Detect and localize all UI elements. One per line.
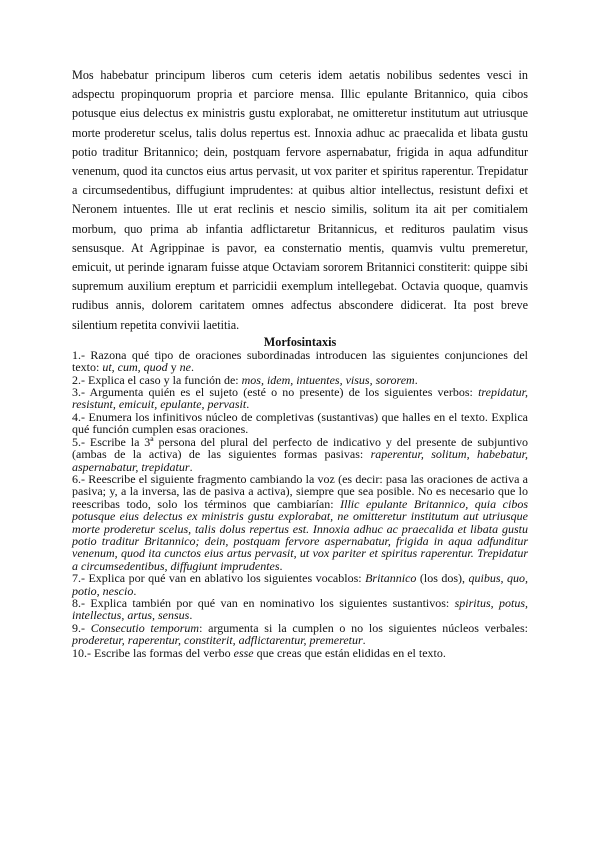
exercise-text: . xyxy=(279,558,283,573)
exercise-text: . xyxy=(362,633,366,648)
exercise-italic-terms: Illic epulante Britannico, quia cibos potusque eius delectus ex ministris gustu explorabat, ne omitteretur institutum aut utriusque morte proderetur scelus, talis dolus repertus est. Innoxia adhuc ac praecalida et libata gustu potio traditur Britannico; dein, postquam fervore aspernabatur, frigida in aqua adfunditur venenum, quod ita cunctos eius artus pervasit, ut vox pariter et spiritus raperentur. Trepidatur a circumsedentibus, diffugiunt imprudentes xyxy=(72,496,528,573)
exercise-italic-terms: raperentur, solitum, habebatur, aspernabatur, trepidatur xyxy=(72,447,528,474)
exercise-text: Escribe las formas del verbo xyxy=(91,645,234,660)
exercise-item xyxy=(72,436,528,473)
latin-passage: Mos habebatur principum liberos cum ceteris idem aetatis nobilibus sedentes vesci in adspectu propinquorum propria et parciore mensa. Illic epulante Britannico, quia cibos potusque eius delectus ex ministris gustu explorabat, ne omitteretur institutum aut utriusque morte proderetur scelus, talis dolus repertus est. Innoxia adhuc ac praecalida et libata gustu potio traditur Britannico; dein, postquam fervore aspernabatur, frigida in aqua adfunditur venenum, quod ita cunctos eius artus pervasit, ut vox pariter et spiritus raperentur. Trepidatur a circumsedentibus, diffugiunt imprudentes: at quibus altior intellectus, resistunt defixi et Neronem intuentes. Ille ut erat reclinis et nescio similis, solitum ita ait per comitialem morbum, quo prima ab infantia adflictaretur Britannicus, et redituros paulatim visus sensusque. At Agrippinae is pavor, ea consternatio mentis, quamvis vultu premeretur, emicuit, ut perinde ignaram fuisse atque Octaviam sororem Britannici constiterit: quippe sibi supremum auxilium ereptum et parricidii exemplum intellegebat. Octavia quoque, quamvis rudibus annis, dolorem caritatem omnes adfectus abscondere didicerat. Ita post breve silentium repetita convivii laetitia. xyxy=(72,68,528,332)
exercise-italic-terms: Consecutio temporum xyxy=(90,620,200,635)
exercise-text: . xyxy=(133,583,137,598)
exercise-text: . xyxy=(246,397,250,412)
exercise-italic-terms: quibus, quo, potio, nescio xyxy=(72,571,528,598)
exercise-item xyxy=(72,622,528,647)
exercise-number: 10.- xyxy=(72,645,91,660)
exercise-italic-terms: spiritus, potus, intellectus, artus, sensus xyxy=(72,595,528,623)
exercise-text: . xyxy=(189,608,193,623)
exercise-text: Reescribe el siguiente fragmento cambiando la voz (es decir: pasa las oraciones de activa a pasiva; y, a la inversa, las de pasiva a activa), siempre que sea posible. No es necesario que lo reescribas todo, solo los términos que cambiarían: xyxy=(72,471,528,511)
exercise-number: 2.- xyxy=(72,372,85,387)
exercise-number: 6.- xyxy=(72,471,85,486)
exercise-italic-terms: Britannico xyxy=(365,571,417,586)
exercise-text: Explica el caso y la función de: xyxy=(85,372,242,387)
exercise-number: 8.- xyxy=(72,595,85,610)
exercise-item xyxy=(72,411,528,436)
exercise-text: : argumenta si la cumplen o no los siguientes núcleos verbales: xyxy=(199,620,528,635)
exercise-number: 3.- xyxy=(72,385,85,400)
exercise-italic-terms: ut, cum, quod xyxy=(102,360,168,375)
exercise-text: Explica por qué van en ablativo los siguientes vocablos: xyxy=(85,571,366,586)
exercise-italic-terms: esse xyxy=(233,645,254,660)
exercise-text: que creas que están elididas en el texto. xyxy=(253,645,446,660)
exercise-number: 9.- xyxy=(72,620,85,635)
exercise-item xyxy=(72,386,528,411)
exercise-text: Enumera los infinitivos núcleo de completivas (sustantivas) que halles en el texto. Explica qué función cumplen esas oraciones. xyxy=(72,409,528,437)
exercise-text: . xyxy=(190,360,194,375)
exercise-number: 1.- xyxy=(72,347,85,362)
exercise-italic-terms: proderetur, raperentur, constiterit, adflictarentur, premeretur xyxy=(72,633,363,648)
exercise-italic-terms: trepidatur, resistunt, emicuit, epulante, pervasit xyxy=(72,385,528,412)
exercise-text: Escribe la 3ª persona del plural del perfecto de indicativo y del presente de subjuntivo (ambas de la activa) de las siguientes formas pasivas: xyxy=(72,434,528,462)
exercise-text: . xyxy=(414,372,418,387)
document-page xyxy=(72,66,528,659)
exercise-list xyxy=(72,349,528,659)
exercise-item xyxy=(72,473,528,572)
exercise-text: Argumenta quién es el sujeto (esté o no presente) de los siguientes verbos: xyxy=(85,385,479,400)
exercise-text: Razona qué tipo de oraciones subordinadas introducen las siguientes conjunciones del texto: xyxy=(72,347,528,375)
exercise-item xyxy=(72,647,528,659)
exercise-number: 7.- xyxy=(72,571,85,586)
exercise-item xyxy=(72,349,528,374)
exercise-number: 5.- xyxy=(72,434,85,449)
exercise-text: . xyxy=(189,459,193,474)
exercise-italic-terms: ne xyxy=(179,360,191,375)
exercise-text: y xyxy=(167,360,180,375)
exercise-text: (los dos), xyxy=(416,571,469,586)
exercise-italic-terms: mos, idem, intuentes, visus, sororem xyxy=(241,372,415,387)
exercise-item xyxy=(72,572,528,597)
exercise-item xyxy=(72,597,528,622)
exercise-number: 4.- xyxy=(72,409,85,424)
exercise-text: Explica también por qué van en nominativo los siguientes sustantivos: xyxy=(85,595,455,610)
section-heading: Morfosintaxis xyxy=(263,334,337,349)
